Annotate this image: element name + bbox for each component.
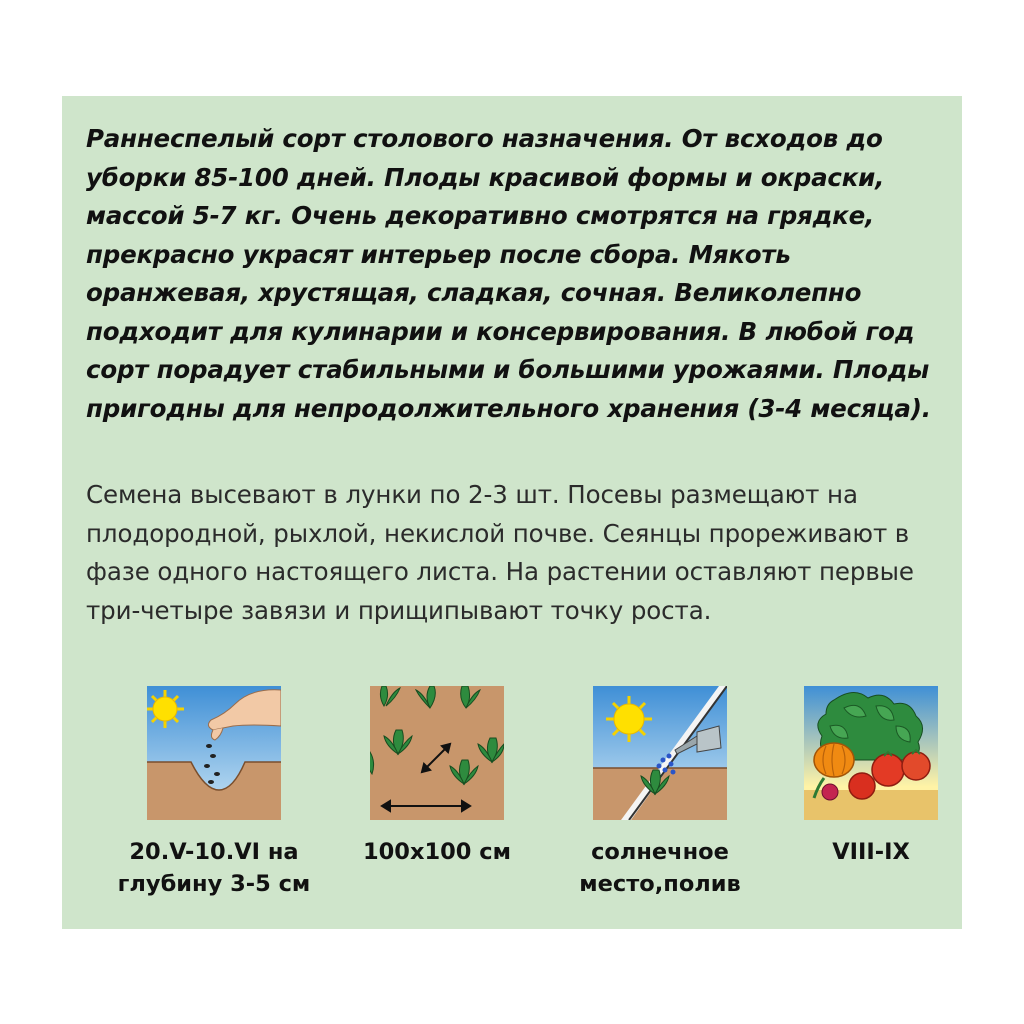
sun-watering-caption bbox=[550, 836, 770, 900]
sun-watering-caption-line1: солнечное bbox=[591, 839, 729, 865]
sowing-caption-line1: 20.V-10.VI на bbox=[129, 839, 299, 865]
planting-scheme-caption bbox=[327, 836, 547, 868]
sun-watering-icon bbox=[593, 686, 727, 820]
sowing-caption bbox=[104, 836, 324, 900]
sun-watering-caption-line2: место,полив bbox=[579, 871, 741, 897]
harvest-caption bbox=[761, 836, 981, 868]
sowing-caption-line2: глубину 3-5 см bbox=[117, 871, 311, 897]
variety-description: Раннеспелый сорт столового назначения. От всходов до уборки 85-100 дней. Плоды красивой формы и окраски, массой 5-7 кг. Очень декоративно смотрятся на грядке, прекрасно украсят интерьер после сбора. Мякоть оранжевая, хрустящая, сладкая, сочная. Великолепно подходит для кулинарии и консервирования. В любой год сорт порадует стабильными и большими урожаями. Плоды пригодны для непродолжительного хранения (3-4 месяца). bbox=[86, 124, 931, 423]
planting-scheme-icon bbox=[370, 686, 504, 820]
harvest-caption-line1: VIII-IX bbox=[832, 839, 910, 865]
sowing-instructions: Семена высевают в лунки по 2-3 шт. Посевы размещают на плодородной, рыхлой, некислой почве. Сеянцы прореживают в фазе одного настоящего листа. На растении оставляют первые три-четыре завязи и прищипывают точку роста. bbox=[86, 480, 914, 625]
product-info-panel bbox=[62, 96, 962, 929]
sowing-seeds-icon bbox=[147, 686, 281, 820]
planting-scheme-caption-line1: 100x100 см bbox=[362, 839, 511, 865]
harvest-vegetables-icon bbox=[804, 686, 938, 820]
